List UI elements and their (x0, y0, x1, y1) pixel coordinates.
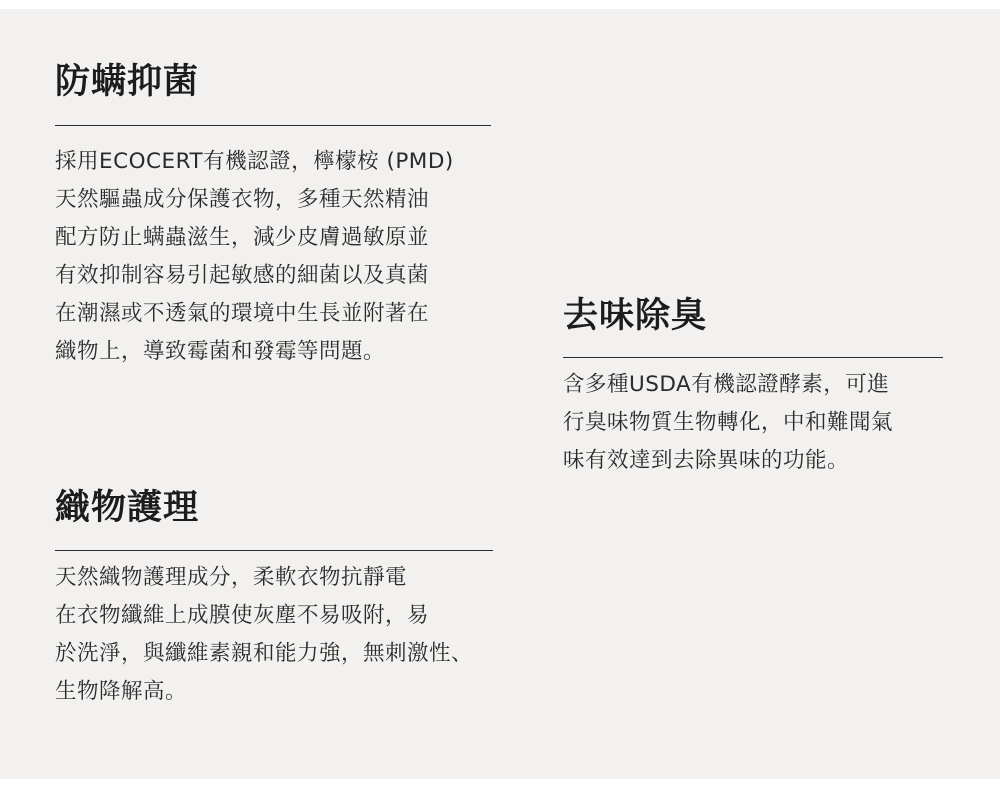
section-body: 採用ECOCERT有機認證，檸檬桉 (PMD) 天然驅蟲成分保護衣物，多種天然精油 配方防止螨蟲滋生，減少皮膚過敏原並 有效抑制容易引起敏感的細菌以及真菌 在潮濕或不透氣的環境中生長並附著在 織物上，導致霉菌和發霉等問題。 (55, 149, 454, 364)
divider (55, 550, 493, 551)
divider (563, 357, 943, 358)
section-anti-mite (55, 60, 525, 371)
section-title: 防螨抑菌 (55, 62, 200, 102)
section-body: 含多種USDA有機認證酵素，可進 行臭味物質生物轉化，中和難聞氣 味有效達到去除異味的功能。 (563, 372, 894, 473)
section-fabric-care (55, 486, 535, 711)
divider (55, 125, 491, 126)
section-title: 織物護理 (55, 488, 200, 528)
section-body: 天然織物護理成分，柔軟衣物抗靜電 在衣物纖維上成膜使灰塵不易吸附，易 於洗淨，與纖維素親和能力強，無刺激性、 生物降解高。 (55, 565, 474, 704)
section-title: 去味除臭 (563, 296, 708, 336)
content-panel (0, 9, 1000, 779)
section-deodorize (563, 294, 963, 480)
